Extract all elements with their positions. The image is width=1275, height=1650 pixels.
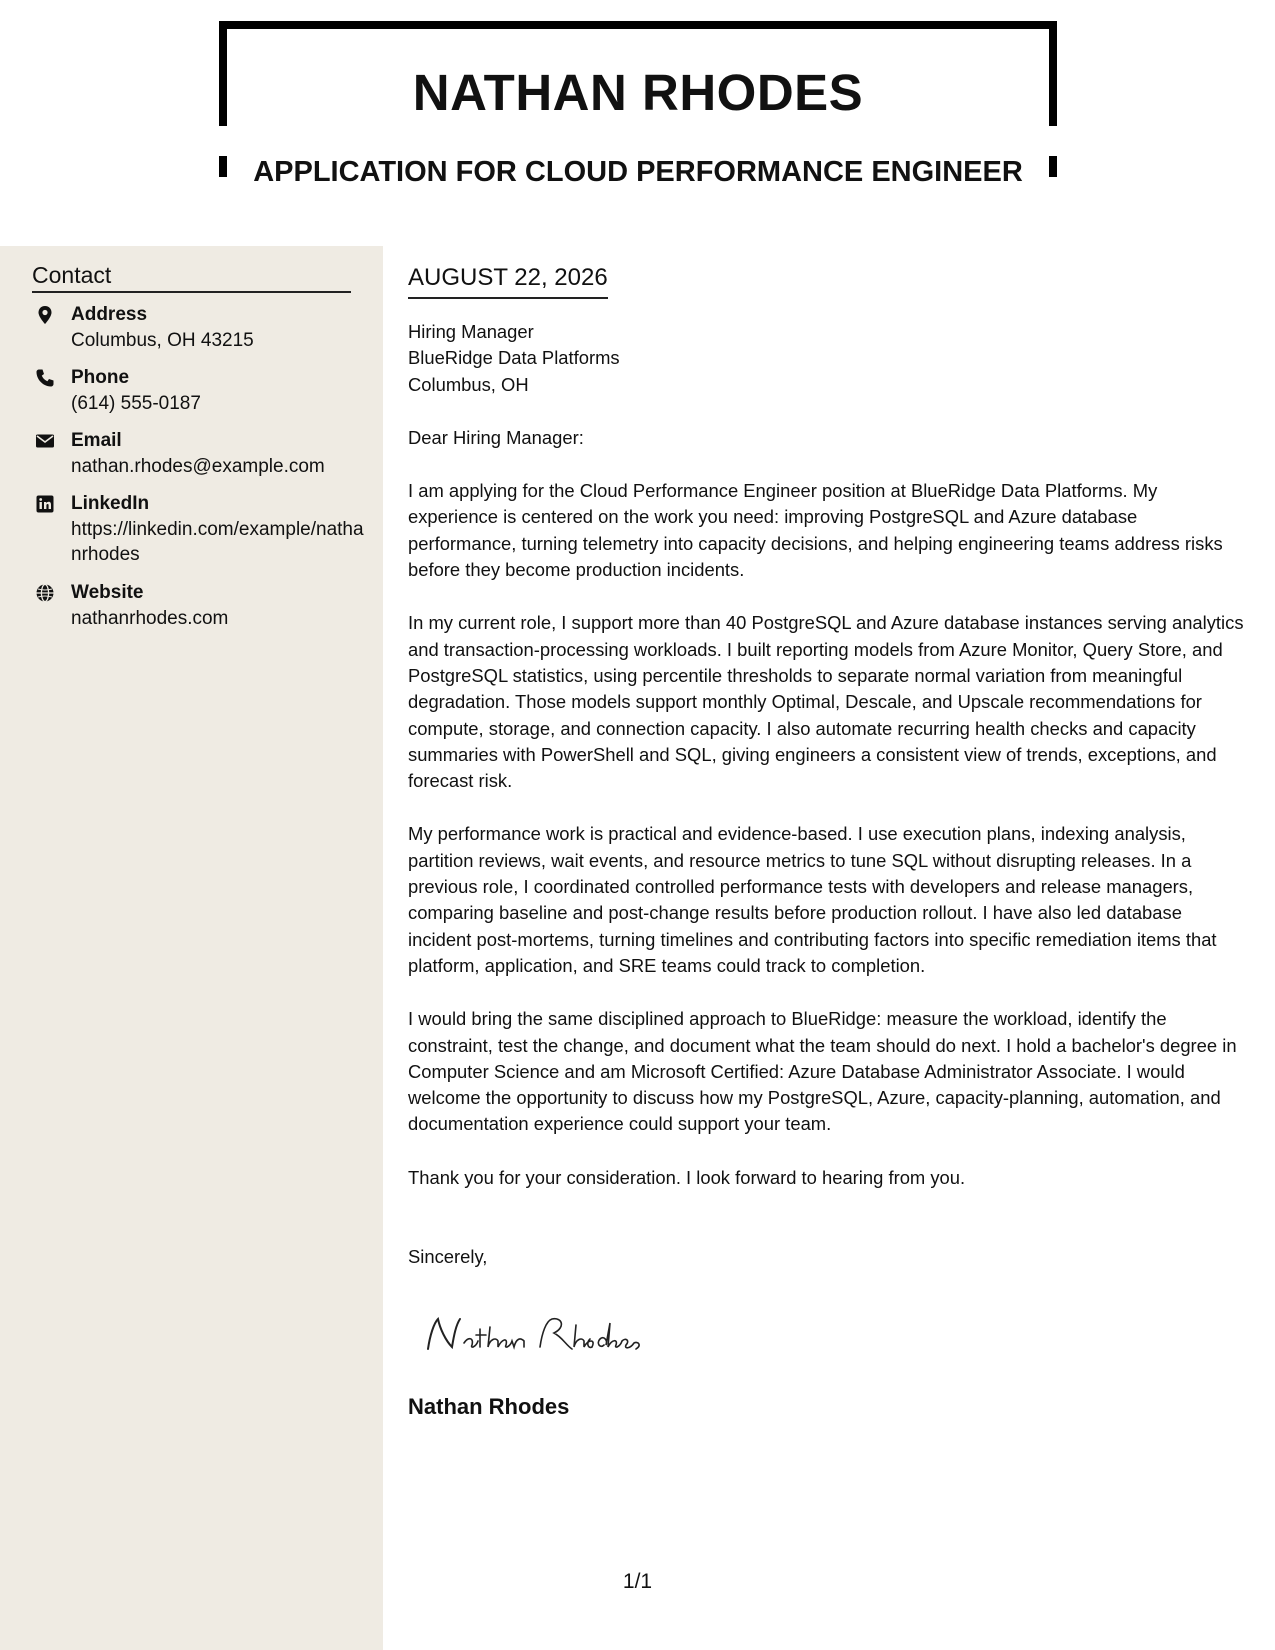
application-title: APPLICATION FOR CLOUD PERFORMANCE ENGINEER	[253, 156, 1023, 188]
letter-date: AUGUST 22, 2026	[408, 262, 608, 299]
contact-heading: Contact	[32, 260, 351, 293]
letter-body	[408, 262, 1248, 1270]
letter-paragraph: My performance work is practical and evidence-based. I use execution plans, indexing analysis, partition reviews, wait events, and resource metrics to tune SQL without disrupting releases. In a previous role, I coordinated controlled performance tests with developers and release managers, comparing baseline and post-change results before production rollout. I have also led database incident post-mortems, turning timelines and contributing factors into specific remediation items that platform, application, and SRE teams could track to completion.	[408, 823, 1217, 976]
contact-value: nathanrhodes.com	[71, 608, 229, 629]
contact-label: Address	[71, 304, 148, 325]
contact-value: nathan.rhodes@example.com	[71, 456, 325, 477]
letter-paragraph: I am applying for the Cloud Performance Engineer position at BlueRidge Data Platforms. My experience is centered on the work you need: improving PostgreSQL and Azure database performance, turning telemetry into capacity decisions, and helping engineering teams address risks before they become production incidents.	[408, 480, 1223, 581]
map-pin-icon	[35, 305, 55, 325]
letter-paragraph: In my current role, I support more than 40 PostgreSQL and Azure database instances serving analytics and transaction-processing workloads. I built reporting models from Azure Monitor, Query Store, and PostgreSQL statistics, using percentile thresholds to separate normal variation from meaningful degradation. Those models support monthly Optimal, Descale, and Upscale recommendations for compute, storage, and connection capacity. I also automate recurring health checks and capacity summaries with PowerShell and SQL, giving engineers a consistent view of trends, exceptions, and forecast risk.	[408, 612, 1244, 792]
handwritten-signature	[420, 1305, 660, 1365]
contact-label: Website	[71, 582, 144, 603]
globe-icon	[35, 583, 55, 603]
closing: Sincerely,	[408, 1246, 488, 1268]
recipient-line: BlueRidge Data Platforms	[408, 347, 620, 369]
contact-value: (614) 555-0187	[71, 393, 201, 414]
envelope-icon	[35, 431, 55, 451]
recipient-line: Columbus, OH	[408, 373, 529, 395]
contact-value: Columbus, OH 43215	[71, 330, 254, 351]
contact-value: https://linkedin.com/example/nathanrhodes	[71, 519, 364, 565]
contact-label: LinkedIn	[71, 493, 150, 514]
phone-icon	[35, 368, 55, 388]
recipient-block	[408, 319, 1248, 398]
recipient-line: Hiring Manager	[408, 321, 534, 342]
letter-paragraph: Thank you for your consideration. I look forward to hearing from you.	[408, 1166, 966, 1188]
contact-label: Phone	[71, 367, 130, 388]
applicant-name: NATHAN RHODES	[412, 64, 864, 121]
page-number: 1/1	[622, 1570, 653, 1593]
signed-name: Nathan Rhodes	[408, 1394, 570, 1419]
salutation: Dear Hiring Manager:	[408, 426, 584, 448]
letter-paragraph: I would bring the same disciplined approach to BlueRidge: measure the workload, identify the constraint, test the change, and document what the team should do next. I hold a bachelor's degree in Computer Science and am Microsoft Certified: Azure Database Administrator Associate. I would welcome the opportunity to discuss how my PostgreSQL, Azure, capacity-planning, automation, and documentation experience could support your team.	[408, 1008, 1237, 1135]
linkedin-icon	[35, 494, 55, 514]
contact-label: Email	[71, 430, 122, 451]
